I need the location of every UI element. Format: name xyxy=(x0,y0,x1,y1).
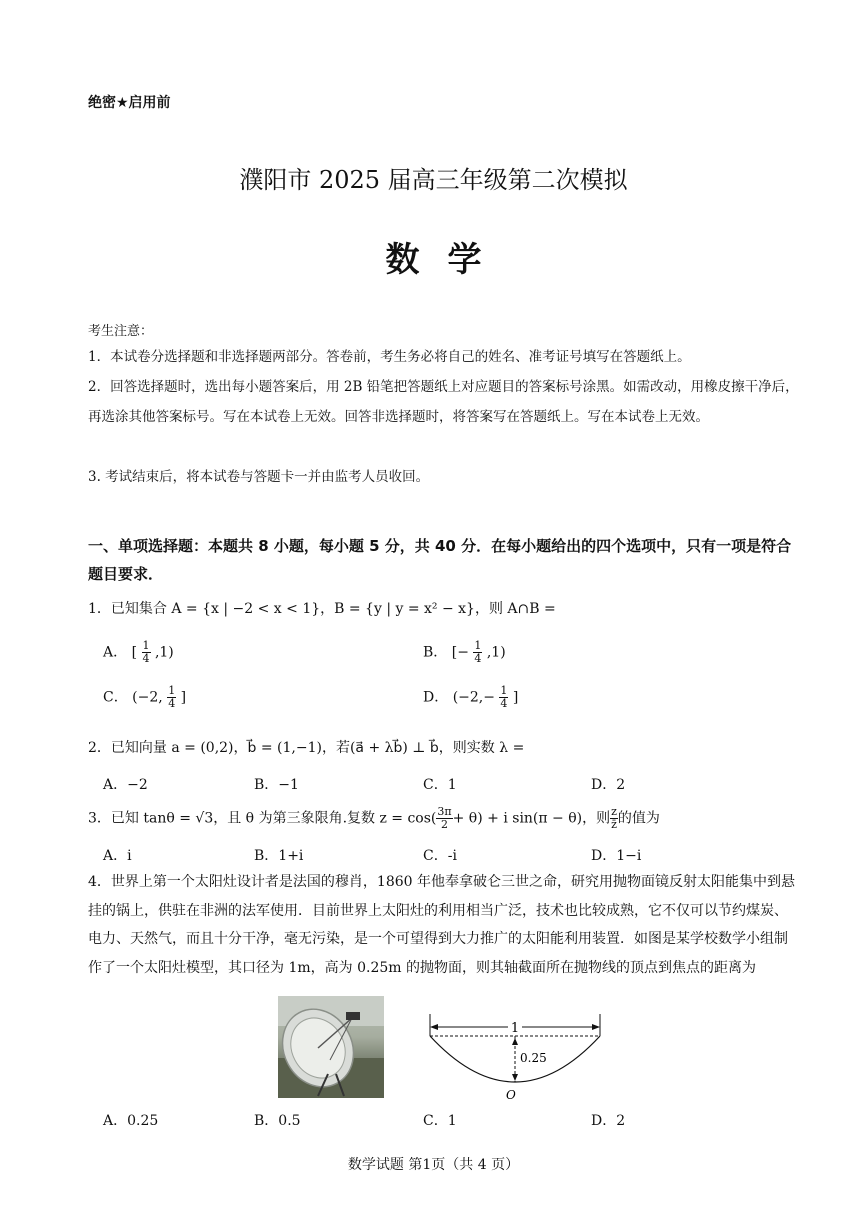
q3-option-d: D．1−i xyxy=(591,848,642,864)
q4-option-c: C．1 xyxy=(423,1113,457,1129)
diagram-width-label: 1 xyxy=(510,1021,520,1036)
q4-option-a: A．0.25 xyxy=(103,1113,159,1129)
note-3: 3. 考试结束后，将本试卷与答题卡一并由监考人员收回。 xyxy=(88,469,430,485)
q1-b-fraction: $\frac{1}{4}$ xyxy=(474,639,482,665)
q2-option-d: D．2 xyxy=(591,777,626,793)
q2-option-c: C．1 xyxy=(423,777,457,793)
diagram-vertex-label: O xyxy=(506,1088,516,1102)
q2-option-b: B．−1 xyxy=(254,777,299,793)
page-footer: 数学试题 第1页（共 4 页） xyxy=(347,1157,520,1173)
notes-heading: 考生注意： xyxy=(88,324,154,339)
question-2-stem: 2．已知向量 a = (0,2)，b⃗ = (1,−1)，若(a⃗ + λb⃗) ⊥ b⃗，则实数 λ = xyxy=(88,740,525,756)
q1-c-fraction: $\frac{1}{4}$ xyxy=(168,684,176,710)
q1-option-b: B． [− $\frac{1}{4}$ ,1) xyxy=(423,639,506,665)
q3-option-b: B．1+i xyxy=(254,848,304,864)
q3-option-c: C．-i xyxy=(423,848,457,864)
note-1: 1．本试卷分选择题和非选择题两部分。答卷前，考生务必将自己的姓名、准考证号填写在答题纸上。 xyxy=(88,349,691,365)
diagram-height-label: 0.25 xyxy=(520,1051,547,1065)
question-4-stem: 4．世界上第一个太阳灶设计者是法国的穆肖，1860 年他奉拿破仑三世之命，研究用抛物面镜反射太阳能集中到悬挂的锅上，供驻在非洲的法军使用．目前世界上太阳灶的利用相当广泛，技术也比较成熟，它不仅可以节约煤炭、电力、天然气，而且十分干净，毫无污染，是一个可望得到大力推广的太阳能利用装置．如图是某学校数学小组制作了一个太阳灶模型，其口径为 1m，高为 0.25m 的抛物面，则其轴截面所在抛物线的顶点到焦点的距离为 xyxy=(88,874,795,976)
q2-option-a: A．−2 xyxy=(103,777,148,793)
q1-d-fraction: $\frac{1}{4}$ xyxy=(500,684,508,710)
parabola-diagram xyxy=(420,1012,610,1104)
q1-a-fraction: $\frac{1}{4}$ xyxy=(142,639,150,665)
section-heading: 一、单项选择题：本题共 8 小题，每小题 5 分，共 40 分．在每小题给出的四个选项中，只有一项是符合题目要求． xyxy=(88,537,792,583)
q4-option-b: B．0.5 xyxy=(254,1113,301,1129)
q1-a-left: [ xyxy=(131,644,138,661)
solar-cooker-photo xyxy=(278,996,384,1098)
note-2: 2．回答选择题时，选出每小题答案后，用 2B 铅笔把答题纸上对应题目的答案标号涂黑。如需改动，用橡皮擦干净后，再选涂其他答案标号。写在本试卷上无效。回答非选择题时，将答案写在答题纸上。写在本试卷上无效。 xyxy=(88,379,799,425)
q3-option-a: A．i xyxy=(103,848,132,864)
q1-option-a: A． [ $\frac{1}{4}$ ,1) xyxy=(103,639,174,665)
q1-option-c: C． (−2, $\frac{1}{4}$ ] xyxy=(103,684,187,710)
question-3-stem: 3．已知 tanθ = √3，且 θ 为第三象限角.复数 z = cos( $\frac{3\pi}{2}$ + θ) + i sin(π − θ)，则 $\frac{z}{z̄}$ 的值为 xyxy=(88,805,660,831)
q3-angle-fraction: $\frac{3\pi}{2}$ xyxy=(437,805,452,831)
q1-option-d: D． (−2,− $\frac{1}{4}$ ] xyxy=(423,684,519,710)
exam-title: 濮阳市 2025 届高三年级第二次模拟 xyxy=(239,166,628,194)
q4-option-d: D．2 xyxy=(591,1113,626,1129)
subject-title: 数学 xyxy=(385,240,510,280)
confidential-mark: 绝密★启用前 xyxy=(88,95,171,111)
q3-z-fraction: $\frac{z}{z̄}$ xyxy=(611,805,617,831)
question-1-stem: 1．已知集合 A = {x | −2 < x < 1}，B = {y | y = x² − x}，则 A∩B = xyxy=(88,601,556,617)
